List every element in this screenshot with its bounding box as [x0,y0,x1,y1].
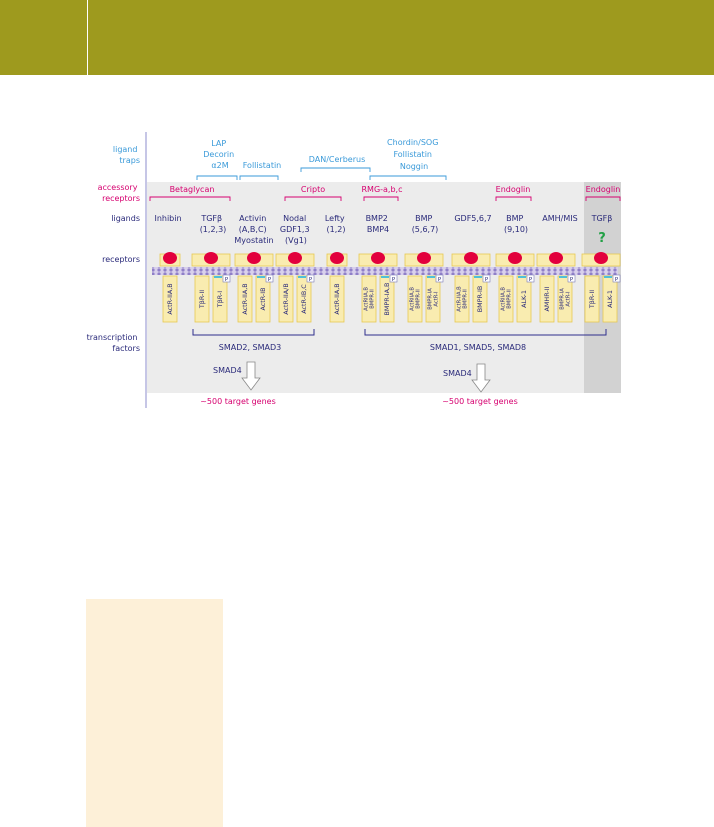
phosphate-label: P [391,277,396,283]
phosphate-label: P [614,277,619,283]
ligand-activin: Activin (A,B,C) Myostatin [234,214,274,245]
phosphate-label: P [267,277,272,283]
receptor-label: ActR-IIA,B [166,283,174,315]
question-mark: ? [598,231,606,246]
phosphate-label: P [308,277,313,283]
kinase-mark [257,276,265,278]
ligand-nodal: Nodal GDF1,3 (Vg1) [279,214,310,245]
ligand-dot [163,252,177,264]
receptor-label: TβR-II [198,289,206,309]
kinase-mark [559,276,567,278]
smad-group-1-label: SMAD2, SMAD3 [218,343,282,352]
receptor-label: ActR-I [433,291,440,307]
kinase-mark [427,276,435,278]
target-genes-1: ~500 target genes [200,397,276,406]
receptor-label: ActRIIA,B [500,287,507,311]
smad4-label-1: SMAD4 [213,366,242,375]
ligand-amh: AMH/MIS [542,214,578,223]
receptor-label: BMPR-IA [427,288,434,310]
receptor-label: ActR-IB [259,287,267,311]
smad-group-2-label: SMAD1, SMAD5, SMAD8 [429,343,527,352]
ligand-dot [247,252,261,264]
phosphate-label: P [569,277,574,283]
accessory-rmg: RMG-a,b,c [361,185,403,194]
trap-chordin-bracket [370,176,446,180]
receptor-label: BMPR-II [506,289,513,309]
row-label-traps: ligand traps [112,145,140,165]
receptor-label: BMPR-IB [476,285,484,313]
phosphate-label: P [528,277,533,283]
receptor-label: ALK-1 [520,290,528,308]
phosphate-label: P [224,277,229,283]
receptor-label: ActR-IB,C [300,284,308,314]
row-label-accessory: accessory receptors [97,183,140,203]
cell-membrane [152,267,618,275]
row-label-tf: transcription factors [86,333,140,353]
ligand-dot [417,252,431,264]
ligand-dot [371,252,385,264]
receptor-label: BMPR-IA [559,288,566,310]
ligand-tgfb-2: TGFβ [591,214,613,223]
trap-dan-bracket [301,168,370,172]
receptor-label: TβR-II [588,289,596,309]
receptor-label: ActR-IIA,B [333,283,341,315]
receptor-label: BMPR-II [415,289,422,309]
smad4-label-2: SMAD4 [443,369,472,378]
ligand-dot [594,252,608,264]
trap-follistatin-bracket [240,176,278,180]
receptor-label: ActR-IIA/B [282,283,290,315]
receptor-label: ActR-IIA,B [456,286,463,312]
phosphate-label: P [484,277,489,283]
kinase-mark [298,276,306,278]
receptor-label: TβR-I [216,290,224,308]
trap-dan: DAN/Cerberus [308,155,366,164]
ligand-inhibin: Inhibin [154,214,182,223]
ligand-dot [330,252,344,264]
ligand-bmp24: BMP2 BMP4 [365,214,390,234]
receptor-label: AMHR-II [543,286,551,312]
ligand-gdf567: GDF5,6,7 [454,214,492,223]
receptor-label: BMPR-IA,B [383,282,391,316]
receptor-label: ActRIIA,B [409,287,416,311]
row-label-receptors: receptors [102,255,140,264]
accessory-betaglycan: Betaglycan [169,185,215,194]
kinase-mark [604,276,612,278]
receptor-label: ActR-IIA,B [241,283,249,315]
kinase-mark [518,276,526,278]
kinase-mark [474,276,482,278]
receptor-label: ActRIIA,B [363,287,370,311]
trap-lap: LAP Decorin α2M [203,139,235,170]
kinase-mark [381,276,389,278]
accessory-cripto: Cripto [300,185,326,194]
phosphate-label: P [437,277,442,283]
ligand-bmp567: BMP (5,6,7) [411,214,439,234]
ligand-dot [464,252,478,264]
receptor-label: ActR-I [565,291,572,307]
receptor-label: BMPR-II [369,289,376,309]
ligand-tgfb: TGFβ (1,2,3) [199,214,227,234]
row-label-ligands: ligands [111,214,140,223]
ligand-lefty: Lefty (1,2) [324,214,346,234]
ligand-dot [204,252,218,264]
receptor-label: BMPR-II [462,289,469,309]
ligand-dot [508,252,522,264]
kinase-mark [214,276,222,278]
trap-lap-bracket [197,176,237,180]
ligand-bmp910: BMP (9,10) [503,214,529,234]
trap-follistatin: Follistatin [242,161,282,170]
target-genes-2: ~500 target genes [442,397,518,406]
ligand-dot [549,252,563,264]
receptor-label: ALK-1 [606,290,614,308]
accessory-endoglin-2: Endoglin [585,185,621,194]
ligand-dot [288,252,302,264]
accessory-endoglin-1: Endoglin [495,185,531,194]
trap-chordin: Chordin/SOG Follistatin Noggin [387,138,439,171]
